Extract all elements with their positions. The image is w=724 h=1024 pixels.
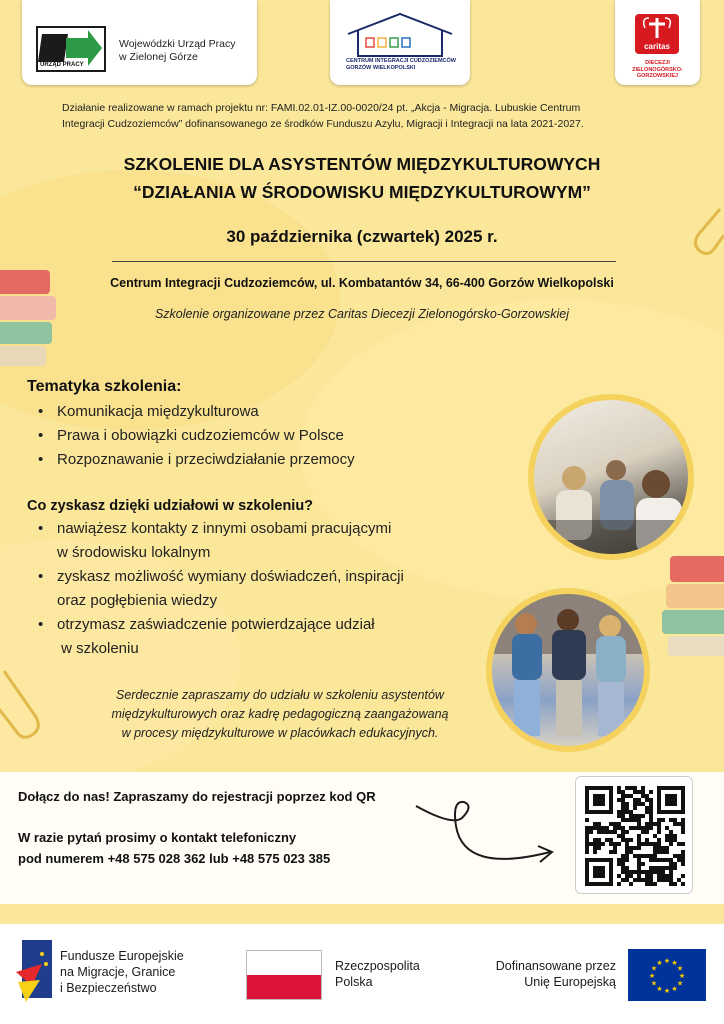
- ciu-name: [346, 58, 456, 72]
- invitation-text: [60, 686, 500, 743]
- caritas-subtitle-line: ZIELONOGÓRSKO-: [632, 66, 683, 73]
- title-line: SZKOLENIE DLA ASYSTENTÓW MIĘDZYKULTUROWYCH: [123, 154, 601, 174]
- svg-text:★: ★: [671, 959, 678, 968]
- svg-text:★: ★: [676, 964, 684, 973]
- eu-flag-icon: [628, 949, 706, 1001]
- ciu-name-line: GORZÓW WIELKOPOLSKI: [346, 65, 416, 71]
- list-item-line: w środowisku lokalnym: [57, 544, 211, 561]
- svg-text:★: ★: [676, 979, 684, 988]
- caritas-name: caritas: [644, 42, 670, 51]
- caritas-logo-card: [615, 0, 700, 85]
- wup-name-line: Wojewódzki Urząd Pracy: [119, 38, 236, 50]
- title-line: “DZIAŁANIA W ŚRODOWISKU MIĘDZYKULTUROWYM”: [133, 182, 591, 202]
- contact-line: pod numerem +48 575 028 362 lub +48 575 023 385: [18, 851, 331, 866]
- event-date: 30 października (czwartek) 2025 r.: [226, 227, 498, 246]
- contact-line: W razie pytań prosimy o kontakt telefoniczny: [18, 830, 297, 845]
- poland-flag-icon: [246, 950, 322, 1000]
- registration-qr-code[interactable]: [575, 776, 693, 894]
- svg-text:★: ★: [648, 972, 656, 980]
- svg-text:★: ★: [656, 984, 663, 993]
- students-photo: [486, 588, 650, 752]
- svg-text:★: ★: [650, 964, 658, 973]
- contact-info: [18, 827, 330, 869]
- list-item: [27, 565, 487, 613]
- poland-name-line: Polska: [335, 975, 373, 989]
- benefits-heading: Co zyskasz dzięki udziałowi w szkoleniu?: [27, 498, 314, 514]
- house-icon: [344, 12, 456, 58]
- list-item: • Prawa i obowiązki cudzoziemców w Polsce: [27, 424, 355, 448]
- wup-logo-caption: URZĄD PRACY: [40, 62, 84, 68]
- eu-funds-name: [60, 948, 184, 996]
- caritas-subtitle: [617, 60, 698, 80]
- registration-cta: Dołącz do nas! Zapraszamy do rejestracji poprzez kod QR: [18, 789, 376, 804]
- event-address: Centrum Integracji Cudzoziemców, ul. Kombatantów 34, 66-400 Gorzów Wielkopolski: [110, 276, 614, 290]
- eu-funds-name-line: Fundusze Europejskie: [60, 949, 184, 963]
- eu-funds-name-line: i Bezpieczeństwo: [60, 981, 157, 995]
- wup-name: [119, 38, 236, 64]
- wup-name-line: w Zielonej Górze: [119, 51, 198, 63]
- svg-text:★: ★: [663, 987, 671, 995]
- organizer-note: Szkolenie organizowane przez Caritas Diecezji Zielonogórsko-Gorzowskiej: [154, 307, 570, 321]
- divider: [112, 261, 616, 262]
- ciu-logo-card: [330, 0, 470, 85]
- list-item: • Komunikacja międzykulturowa: [27, 400, 355, 424]
- svg-text:★: ★: [663, 957, 671, 965]
- eu-funds-name-line: na Migracje, Granice: [60, 965, 176, 979]
- poland-name: [335, 958, 420, 990]
- svg-text:★: ★: [678, 972, 686, 980]
- eu-cofunding-line: Dofinansowane przez: [495, 959, 616, 973]
- ciu-name-line: CENTRUM INTEGRACJI CUDZOZIEMCÓW: [346, 58, 456, 64]
- list-item-line: • nawiążesz kontakty z innymi osobami pracującymi: [57, 520, 392, 537]
- list-item: [27, 613, 487, 661]
- list-item-line: w szkoleniu: [57, 640, 139, 657]
- project-note-line: Działanie realizowane w ramach projektu nr: FAMI.02.01-IZ.00-0020/24 pt. „Akcja - Migracja. Lubuskie Centrum: [62, 102, 581, 114]
- list-item-line: • zyskasz możliwość wymiany doświadczeń, inspiracji: [57, 568, 404, 585]
- benefits-list: [27, 517, 487, 661]
- list-item-line: oraz pogłębienia wiedzy: [57, 592, 218, 609]
- books-illustration-right: [662, 548, 724, 660]
- list-item: [27, 517, 487, 565]
- invitation-line: Serdecznie zapraszamy do udziału w szkoleniu asystentów: [116, 688, 444, 702]
- wup-logo-card: [22, 0, 257, 85]
- caritas-subtitle-line: DIECEZJI: [645, 60, 670, 66]
- topics-list: [27, 400, 355, 472]
- poland-name-line: Rzeczpospolita: [335, 959, 420, 973]
- project-note: [62, 100, 702, 132]
- svg-text:★: ★: [650, 979, 658, 988]
- invitation-line: międzykulturowych oraz kadrę pedagogiczną zaangażowaną: [111, 707, 449, 721]
- page-title: [0, 150, 724, 206]
- project-note-line: Integracji Cudzoziemców” dofinansowanego ze środków Funduszu Azylu, Migracji i Integracji na lata 2021-2027.: [62, 118, 584, 130]
- list-item: • Rozpoznawanie i przeciwdziałanie przemocy: [27, 448, 355, 472]
- caritas-subtitle-line: GORZOWSKIEJ: [636, 73, 679, 79]
- training-audience-photo: [528, 394, 694, 560]
- eu-cofunding-line: Unię Europejską: [524, 975, 616, 989]
- svg-text:★: ★: [671, 984, 678, 993]
- invitation-line: w procesy międzykulturowe w placówkach edukacyjnych.: [121, 726, 439, 740]
- list-item-line: • otrzymasz zaświadczenie potwierdzające udział: [57, 616, 375, 633]
- qr-code-icon: [585, 786, 685, 886]
- topics-heading: Tematyka szkolenia:: [27, 378, 182, 395]
- paperclip-icon: [0, 665, 46, 745]
- svg-text:★: ★: [656, 959, 663, 968]
- eu-funds-logo-icon: [16, 940, 54, 1004]
- curved-arrow-icon: [412, 796, 560, 882]
- eu-cofunding-text: [468, 958, 616, 990]
